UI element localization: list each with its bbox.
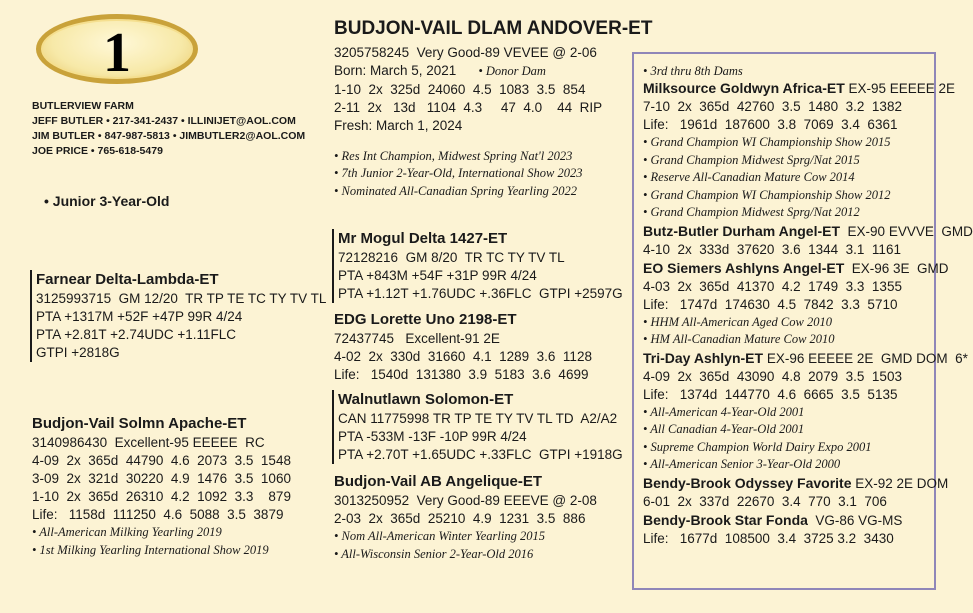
honor-line: • 1st Milking Yearling International Show 2019 bbox=[32, 542, 291, 560]
dam-line: Life: 1158d 111250 4.6 5088 3.5 3879 bbox=[32, 507, 284, 522]
honor-line: • Reserve All-Canadian Mature Cow 2014 bbox=[643, 169, 973, 187]
dam-line: 3-09 2x 321d 30220 4.9 1476 3.5 1060 bbox=[32, 471, 291, 486]
honor-line: • All-American Senior 3-Year-Old 2000 bbox=[643, 456, 973, 474]
dam-entry-name: Milksource Goldwyn Africa-ET bbox=[643, 80, 845, 96]
dam-name: Budjon-Vail Solmn Apache-ET bbox=[32, 415, 247, 432]
dam-entry bbox=[643, 259, 973, 349]
dam-line: 3140986430 Excellent-95 EEEEE RC bbox=[32, 435, 265, 450]
pedigree-line: PTA +2.70T +1.65UDC +.33FLC GTPI +1918G bbox=[338, 447, 623, 462]
sire-of-dam-name: Mr Mogul Delta 1427-ET bbox=[338, 230, 508, 247]
honor-line: • All-American Milking Yearling 2019 bbox=[32, 524, 291, 542]
dam-entry-name: Bendy-Brook Star Fonda bbox=[643, 511, 808, 528]
animal-name: BUDJON-VAIL DLAM ANDOVER-ET bbox=[334, 18, 653, 39]
dam-entry bbox=[643, 79, 973, 222]
pedigree-line: 72437745 Excellent-91 2E bbox=[334, 331, 500, 346]
honor-line: • Grand Champion WI Championship Show 2015 bbox=[643, 134, 973, 152]
honor-line: • Grand Champion Midwest Sprg/Nat 2015 bbox=[643, 152, 973, 170]
animal-line: Born: March 5, 2021• Donor Dam bbox=[334, 62, 652, 81]
sire-section bbox=[30, 270, 326, 362]
dam-entry bbox=[643, 511, 973, 548]
great-granddam-name: Budjon-Vail AB Angelique-ET bbox=[334, 473, 543, 490]
sire-of-granddam-name: Walnutlawn Solomon-ET bbox=[338, 391, 514, 408]
lot-number: 1 bbox=[103, 22, 131, 84]
age-category: • Junior 3-Year-Old bbox=[44, 193, 170, 209]
honor-line: • HM All-Canadian Mature Cow 2010 bbox=[643, 331, 973, 349]
honor-line: • HHM All-American Aged Cow 2010 bbox=[643, 314, 973, 332]
dam-entry-line: 4-09 2x 365d 43090 4.8 2079 3.5 1503 bbox=[643, 368, 902, 384]
box-header: • 3rd thru 8th Dams bbox=[643, 64, 973, 79]
farm-name: BUTLERVIEW FARM bbox=[32, 100, 134, 112]
contact-line: JOE PRICE • 765-618-5479 bbox=[32, 145, 163, 157]
honor-line: • Nom All-American Winter Yearling 2015 bbox=[334, 528, 597, 546]
honor-line: • All Canadian 4-Year-Old 2001 bbox=[643, 421, 973, 439]
dam-entry-line: Life: 1374d 144770 4.6 6665 3.5 5135 bbox=[643, 386, 898, 402]
pedigree-line: 2-03 2x 365d 25210 4.9 1231 3.5 886 bbox=[334, 511, 586, 526]
pedigree-line: 4-02 2x 330d 31660 4.1 1289 3.6 1128 bbox=[334, 349, 592, 364]
dam-entry-line: Life: 1747d 174630 4.5 7842 3.3 5710 bbox=[643, 296, 898, 312]
dam-entry-line: 6-01 2x 337d 22670 3.4 770 3.1 706 bbox=[643, 493, 887, 509]
animal-line: 1-10 2x 325d 24060 4.5 1083 3.5 854 bbox=[334, 81, 586, 97]
dam-entry bbox=[643, 222, 973, 259]
honor-line: • All-American 4-Year-Old 2001 bbox=[643, 404, 973, 422]
sire-line: PTA +2.81T +2.74UDC +1.11FLC bbox=[36, 327, 236, 342]
animal-line: 3205758245 Very Good-89 VEVEE @ 2-06 bbox=[334, 45, 597, 60]
dam-entry-line: 4-03 2x 365d 41370 4.2 1749 3.3 1355 bbox=[643, 278, 902, 294]
dam-entry-name: EO Siemers Ashlyns Angel-ET bbox=[643, 259, 845, 276]
dam-entry-line: Life: 1961d 187600 3.8 7069 3.4 6361 bbox=[643, 117, 898, 132]
dam-entry-classification: EX-90 EVVVE GMD bbox=[840, 223, 973, 239]
pedigree-line: 72128216 GM 8/20 TR TC TY TV TL bbox=[338, 250, 565, 265]
dam-entry bbox=[643, 474, 973, 511]
contact-line: JEFF BUTLER • 217-341-2437 • ILLINIJET@AOL.COM bbox=[32, 115, 296, 127]
dam-entry-line: Life: 1677d 108500 3.4 3725 3.2 3430 bbox=[643, 530, 894, 546]
dam-entry-name: Tri-Day Ashlyn-ET bbox=[643, 349, 764, 366]
granddam-name: EDG Lorette Uno 2198-ET bbox=[334, 311, 517, 328]
dam-entry-classification: EX-92 2E DOM bbox=[851, 475, 949, 491]
animal-line: Fresh: March 1, 2024 bbox=[334, 117, 463, 133]
animal-section bbox=[334, 16, 652, 200]
pedigree-line: PTA +843M +54F +31P 99R 4/24 bbox=[338, 268, 537, 283]
dam-entry-classification: VG-86 VG-MS bbox=[807, 512, 903, 528]
pedigree-line: 3013250952 Very Good-89 EEEVE @ 2-08 bbox=[334, 493, 597, 508]
honor-line: • Nominated All-Canadian Spring Yearling 2022 bbox=[334, 183, 652, 201]
dam-entry-classification: EX-96 EEEEE 2E GMD DOM 6* bbox=[763, 350, 968, 366]
extended-pedigree bbox=[643, 64, 973, 548]
granddam-section bbox=[334, 310, 592, 384]
sire-name: Farnear Delta-Lambda-ET bbox=[36, 271, 219, 288]
honor-line: • Grand Champion WI Championship Show 2012 bbox=[643, 187, 973, 205]
dam-entry-classification: EX-95 EEEEE 2E bbox=[844, 81, 956, 96]
pedigree-line: PTA +1.12T +1.76UDC +.36FLC GTPI +2597G bbox=[338, 286, 623, 301]
sire-of-granddam-section bbox=[332, 390, 623, 464]
honor-line: • All-Wisconsin Senior 2-Year-Old 2016 bbox=[334, 546, 597, 564]
honor-line: • 7th Junior 2-Year-Old, International Show 2023 bbox=[334, 165, 652, 183]
sire-of-dam-section bbox=[332, 229, 623, 303]
contact-line: JIM BUTLER • 847-987-5813 • JIMBUTLER2@AOL.COM bbox=[32, 130, 306, 142]
pedigree-line: PTA -533M -13F -10P 99R 4/24 bbox=[338, 429, 527, 444]
honor-line: • Grand Champion Midwest Sprg/Nat 2012 bbox=[643, 204, 973, 222]
pedigree-line: CAN 11775998 TR TP TE TY TV TL TD A2/A2 bbox=[338, 411, 618, 426]
dam-entry-line: 7-10 2x 365d 42760 3.5 1480 3.2 1382 bbox=[643, 99, 902, 114]
honor-line: • Res Int Champion, Midwest Spring Nat'l 2023 bbox=[334, 148, 652, 166]
dam-entry-line: 4-10 2x 333d 37620 3.6 1344 3.1 1161 bbox=[643, 241, 901, 257]
sire-line: PTA +1317M +52F +47P 99R 4/24 bbox=[36, 309, 243, 324]
consignor-block bbox=[32, 99, 305, 159]
donor-note: • Donor Dam bbox=[478, 64, 546, 78]
dam-line: 4-09 2x 365d 44790 4.6 2073 3.5 1548 bbox=[32, 453, 291, 468]
dam-entry-name: Bendy-Brook Odyssey Favorite bbox=[643, 474, 852, 491]
great-granddam-section bbox=[334, 472, 597, 563]
dam-entry-name: Butz-Butler Durham Angel-ET bbox=[643, 222, 841, 239]
honor-line: • Supreme Champion World Dairy Expo 2001 bbox=[643, 439, 973, 457]
sire-line: 3125993715 GM 12/20 TR TP TE TC TY TV TL bbox=[36, 291, 327, 306]
animal-line: 2-11 2x 13d 1104 4.3 47 4.0 44 RIP bbox=[334, 99, 603, 115]
dam-line: 1-10 2x 365d 26310 4.2 1092 3.3 879 bbox=[32, 489, 291, 504]
dam-section bbox=[32, 414, 291, 559]
dam-entry bbox=[643, 349, 973, 474]
dam-entry-classification: EX-96 3E GMD bbox=[844, 260, 949, 276]
pedigree-line: Life: 1540d 131380 3.9 5183 3.6 4699 bbox=[334, 367, 589, 382]
sire-line: GTPI +2818G bbox=[36, 345, 120, 360]
